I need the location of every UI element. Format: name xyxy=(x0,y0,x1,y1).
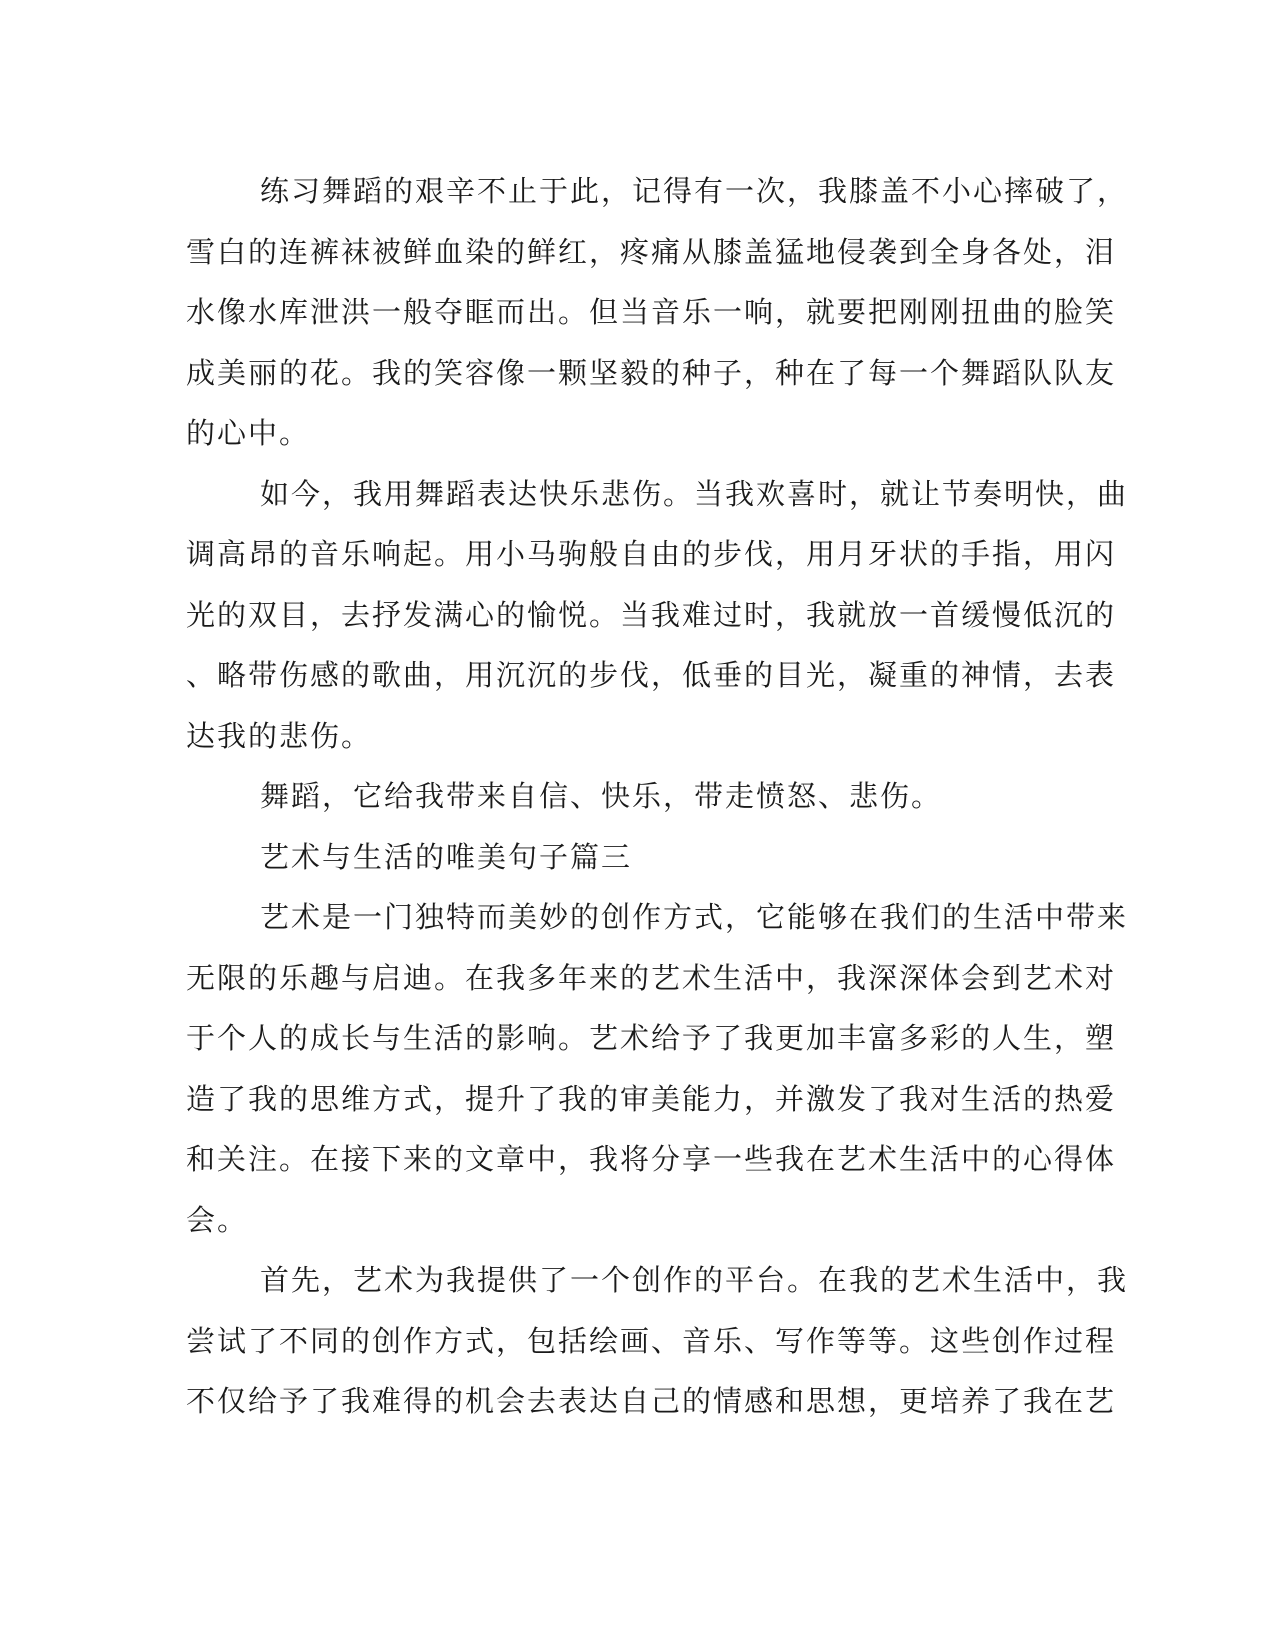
text-line: 首先，艺术为我提供了一个创作的平台。在我的艺术生活中，我 xyxy=(260,1263,1129,1297)
text-line: 会。 xyxy=(186,1202,249,1237)
text-line: 舞蹈，它给我带来自信、快乐，带走愤怒、悲伤。 xyxy=(260,779,943,813)
document-body xyxy=(186,161,1129,1432)
text-line: 达我的悲伤。 xyxy=(186,718,373,753)
paragraph-dance-emotion xyxy=(186,464,1129,767)
text-line: 水像水库泄洪一般夺眶而出。但当音乐一响，就要把刚刚扭曲的脸笑 xyxy=(186,295,1117,329)
text-line: 不仅给予了我难得的机会去表达自己的情感和思想，更培养了我在艺 xyxy=(186,1384,1117,1418)
text-line: 调高昂的音乐响起。用小马驹般自由的步伐，用月牙状的手指，用闪 xyxy=(186,537,1117,571)
paragraph-art-first xyxy=(186,1250,1129,1432)
paragraph-art-intro xyxy=(186,887,1129,1250)
text-line: 和关注。在接下来的文章中，我将分享一些我在艺术生活中的心得体 xyxy=(186,1142,1117,1176)
text-line: 造了我的思维方式，提升了我的审美能力，并激发了我对生活的热爱 xyxy=(186,1081,1117,1116)
text-line: 成美丽的花。我的笑容像一颗坚毅的种子，种在了每一个舞蹈队队友 xyxy=(186,355,1117,390)
text-line: 光的双目，去抒发满心的愉悦。当我难过时，我就放一首缓慢低沉的 xyxy=(186,597,1117,632)
text-line: 尝试了不同的创作方式，包括绘画、音乐、写作等等。这些创作过程 xyxy=(186,1323,1117,1358)
text-line: 雪白的连裤袜被鲜血染的鲜红，疼痛从膝盖猛地侵袭到全身各处，泪 xyxy=(186,234,1117,269)
text-line: 如今，我用舞蹈表达快乐悲伤。当我欢喜时，就让节奏明快，曲 xyxy=(260,476,1129,511)
section-heading xyxy=(186,827,1086,888)
paragraph-dance-hardship xyxy=(186,161,1129,464)
text-line: 无限的乐趣与启迪。在我多年来的艺术生活中，我深深体会到艺术对 xyxy=(186,960,1117,995)
text-line: 艺术是一门独特而美妙的创作方式，它能够在我们的生活中带来 xyxy=(260,900,1129,934)
heading-text: 艺术与生活的唯美句子篇三 xyxy=(260,839,633,874)
text-line: 练习舞蹈的艰辛不止于此，记得有一次，我膝盖不小心摔破了， xyxy=(260,174,1129,208)
text-line: 的心中。 xyxy=(186,416,311,450)
text-line: 于个人的成长与生活的影响。艺术给予了我更加丰富多彩的人生，塑 xyxy=(186,1021,1117,1055)
text-line: 、略带伤感的歌曲，用沉沉的步伐，低垂的目光，凝重的神情，去表 xyxy=(186,658,1117,692)
paragraph-dance-summary xyxy=(186,766,1086,827)
